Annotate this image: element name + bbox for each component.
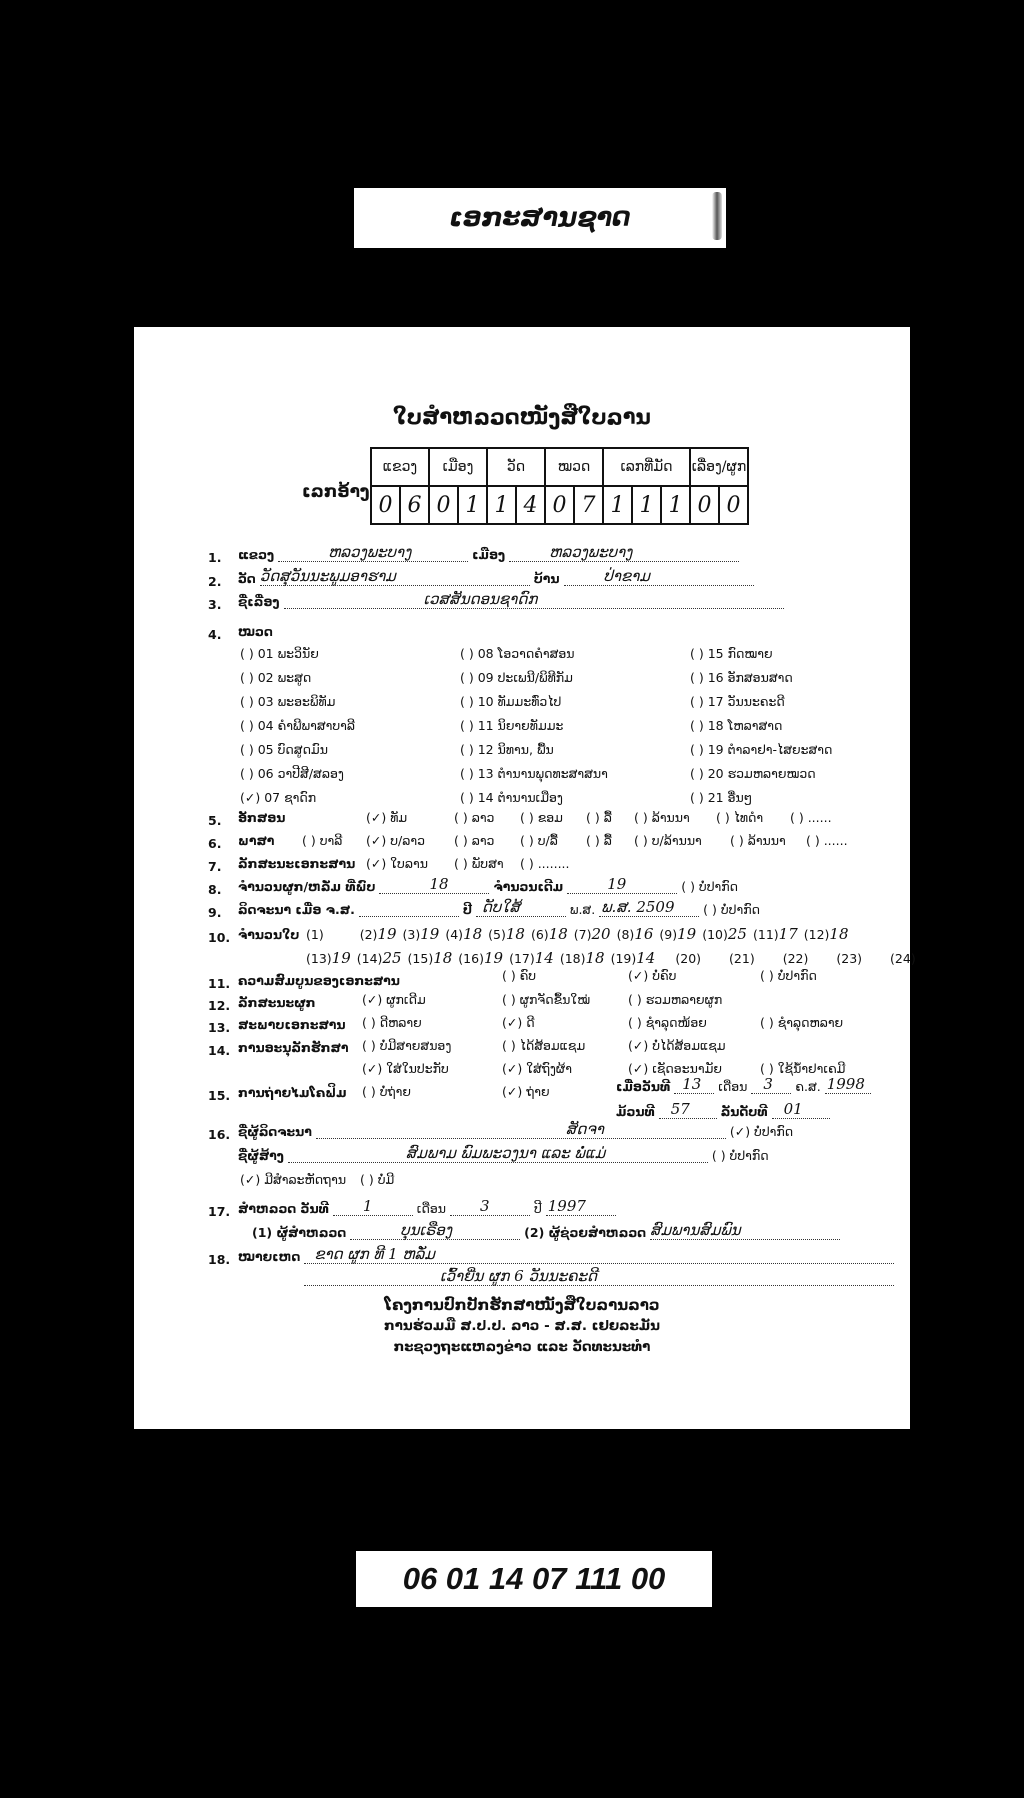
field-scribe: ຊື່ຜູ້ລິດຈະນາ ສັດຈາ (✓) ບໍ່ປາກົດ [238, 1120, 794, 1139]
leaf-count-row-1: (1) (2)19 (3)19 (4)18 (5)18 (6)18 (7)20 (8)16 (9)19 (10)25 (11)17 (12)18 [306, 925, 849, 943]
field-remarks-2 [304, 1267, 894, 1286]
category-option[interactable]: ( ) 01 ພະວິນັຍ [240, 646, 319, 661]
field-number: 4. [208, 627, 222, 642]
code-digit: 6 [400, 486, 429, 524]
field-label: ຈຳນວນໃບ [238, 927, 300, 942]
field-label: ລັກສະນະເອກະສານ [238, 856, 356, 871]
field-survey-date: ສຳຫລວດ ວັນທີ 1 ເດືອນ 3 ປີ 1997 [238, 1201, 616, 1216]
field-label: ຄວາມສົມບູນຂອງເອກະສານ [238, 973, 400, 988]
condition-option[interactable]: ( ) ຊຳລຸດຫລາຍ [760, 1015, 844, 1030]
reel-number: 57 [670, 1100, 690, 1118]
field-label: ໝວດ [238, 624, 273, 639]
conservation-option[interactable]: (✓) ບໍ່ໄດ້ສ້ອມແຊມ [628, 1038, 726, 1053]
fascicle-type-option[interactable]: (✓) ຜູກເດີມ [362, 992, 426, 1007]
form-title: ໃບສຳຫລວດໜັງສືໃບລານ [393, 405, 651, 429]
category-option[interactable]: ( ) 09 ປະເພນີ/ພິທີກັມ [460, 670, 573, 685]
field-number: 18. [208, 1252, 231, 1267]
category-option[interactable]: ( ) 18 ໂຫລາສາດ [690, 718, 783, 733]
category-option[interactable]: ( ) 05 ບົດສູດມົນ [240, 742, 328, 757]
field-label: ບ້ານ [533, 571, 560, 586]
code-digit: 1 [603, 486, 632, 524]
conservation-option[interactable]: ( ) ບໍ່ມີສາຍສນອງ [362, 1038, 452, 1053]
village-value: ປ່າຂາມ [603, 567, 650, 585]
field-number: 13. [208, 1020, 231, 1035]
footer-project: ໂຄງການປົກປັກຮັກສາໜັງສືໃບລານລາວ [384, 1296, 660, 1314]
field-number: 2. [208, 574, 222, 589]
fascicle-original-value: 19 [607, 875, 627, 893]
field-number: 8. [208, 882, 222, 897]
field-label: ເມືອງ [472, 547, 506, 562]
language-option[interactable]: ( ) ລາວ [454, 833, 495, 848]
language-option[interactable]: ( ) ລື້ [586, 833, 612, 848]
survey-month: 3 [479, 1197, 490, 1215]
condition-option[interactable]: (✓) ດີ [502, 1015, 535, 1030]
field-temple [238, 567, 754, 586]
code-digit: 1 [661, 486, 690, 524]
survey-day: 1 [362, 1197, 373, 1215]
code-digit: 7 [574, 486, 603, 524]
leaf-count-row-2: (13)19 (14)25 (15)18 (16)19 (17)14 (18)18 (19)14 (20) (21) (22) (23) (24) [306, 949, 916, 967]
temple-value: ວັດສຸວັນນະພູມອາຮາມ [259, 567, 396, 585]
category-option[interactable]: (✓) 07 ຊາດົກ [240, 790, 317, 805]
completeness-option[interactable]: ( ) ບໍ່ປາກົດ [760, 968, 817, 983]
completeness-option[interactable]: ( ) ຄົບ [502, 968, 537, 983]
code-digit: 1 [632, 486, 661, 524]
fascicle-type-option[interactable]: ( ) ຜູກຈັດຂຶ້ນໃໝ່ [502, 992, 591, 1007]
survey-form-sheet [134, 327, 916, 1429]
category-option[interactable]: ( ) 03 ພະອະພິທັມ [240, 694, 336, 709]
category-option[interactable]: ( ) 11 ນິຍາຍທັມມະ [460, 718, 564, 733]
microfilm-day: 13 [682, 1075, 702, 1093]
banner-title: ເອກະສານຊາດ [449, 203, 631, 233]
reference-label: ເລກອ້າງ [302, 482, 370, 502]
not-shown-option[interactable]: ( ) ບໍ່ປາກົດ [703, 902, 760, 917]
manuscript-code: 06 01 14 07 111 00 [402, 1561, 666, 1596]
code-digit-row [371, 486, 748, 524]
category-option[interactable]: ( ) 14 ຕຳນານເມືອງ [460, 790, 563, 805]
category-option[interactable]: ( ) 15 ກົດໝາຍ [690, 646, 773, 661]
field-number: 16. [208, 1127, 231, 1142]
colophon-option[interactable]: (✓) ມີສຳລະຫັດຖານ [240, 1172, 347, 1187]
language-option[interactable]: ( ) ບ/ລ້ານນາ [634, 833, 702, 848]
field-surveyors: (1) ຜູ້ສຳຫລວດ ບຸນເຣືອງ (2) ຜູ້ຊ່ວຍສຳຫລວດ ສົມພານສົມພົນ [252, 1225, 840, 1240]
title-value: ເວສສັນດອນຊາດົກ [423, 590, 538, 608]
remark-line-2: ເວົ້າຍີ່ນ ຜູກ 6 ວັນນະຄະດີ [440, 1267, 598, 1285]
code-header-row [371, 448, 748, 486]
field-number: 11. [208, 976, 231, 991]
category-option[interactable]: ( ) 21 ອື່ນໆ [690, 790, 753, 805]
code-digit: 0 [719, 486, 748, 524]
be-year-value: ພ.ສ. 2509 [601, 898, 675, 916]
field-number: 7. [208, 859, 222, 874]
field-label: ການອະນຸລັກຮັກສາ [238, 1040, 349, 1055]
field-sponsor: ຊື່ຜູ້ສ້າງ ສົມພາມ ພົມພະວງນາ ແລະ ພໍ່ແມ່ ( ) ບໍ່ປາກົດ [238, 1144, 769, 1163]
manuscript-code-strip [356, 1551, 712, 1607]
material-option[interactable]: ( ) ........ [520, 856, 570, 871]
field-province [238, 543, 739, 562]
category-option[interactable]: ( ) 12 ນິທານ, ພື້ນ [460, 742, 554, 757]
field-label: ແຂວງ [238, 547, 275, 562]
footer-cooperation: ການຮ່ວມມື ສ.ປ.ປ. ລາວ - ສ.ສ. ເຢຍລະມັນ [384, 1318, 660, 1334]
field-number: 9. [208, 905, 222, 920]
form-footer [134, 1295, 910, 1358]
code-header: ແຂວງ [371, 448, 429, 486]
microfilm-reel: ມ້ວນທີ 57 ລັນດັບທີ 01 [616, 1104, 830, 1119]
field-label: ຊື່ເລື່ອງ [238, 594, 280, 609]
code-header: ເລື່ອງ/ຜູກ [690, 448, 748, 486]
code-digit: 0 [545, 486, 574, 524]
material-option[interactable]: (✓) ໃບລານ [366, 856, 428, 871]
microfilm-option[interactable]: ( ) ບໍ່ຖ່າຍ [362, 1084, 411, 1099]
footer-ministry: ກະຊວງຖະແຫລງຂ່າວ ແລະ ວັດທະນະທຳ [393, 1339, 651, 1355]
language-option[interactable]: (✓) ບ/ລາວ [366, 833, 425, 848]
code-digit: 1 [458, 486, 487, 524]
field-number: 3. [208, 597, 222, 612]
field-label: ສະພາບເອກະສານ [238, 1017, 346, 1032]
assistant-value: ສົມພານສົມພົນ [650, 1221, 741, 1239]
field-number: 1. [208, 550, 222, 565]
remark-line-1: ຂາດ ຜູກ ທີ 1 ຫລັ່ມ [314, 1245, 435, 1263]
script-option[interactable]: ( ) ລື້ [586, 810, 612, 825]
conservation-option[interactable]: (✓) ໃສ່ໃນປະກັບ [362, 1061, 449, 1076]
code-digit: 1 [487, 486, 516, 524]
reference-code-table [370, 447, 749, 525]
material-option[interactable]: ( ) ພັບສາ [454, 856, 504, 871]
order-number: 01 [783, 1100, 803, 1118]
language-option[interactable]: ( ) ...... [806, 833, 848, 848]
not-shown-option[interactable]: ( ) ບໍ່ປາກົດ [681, 879, 739, 894]
microfilm-option[interactable]: (✓) ຖ່າຍ [502, 1084, 550, 1099]
script-option[interactable]: (✓) ທັມ [366, 810, 408, 825]
code-digit: 0 [429, 486, 458, 524]
district-value: ຫລວງພະບາງ [549, 543, 633, 561]
fascicle-found-value: 18 [429, 875, 449, 893]
script-option[interactable]: ( ) ...... [790, 810, 832, 825]
field-number: 6. [208, 836, 222, 851]
conservation-option[interactable]: ( ) ໃຊ້ນ້ຳຢາເຄມີ [760, 1061, 846, 1076]
category-option[interactable]: ( ) 08 ໂອວາດຄຳສອນ [460, 646, 575, 661]
field-number: 12. [208, 998, 231, 1013]
field-label: ການຖ່າຍໄມໂຄຟິມ [238, 1085, 347, 1100]
script-option[interactable]: ( ) ລ້ານນາ [634, 810, 690, 825]
field-label: ວັດ [238, 571, 256, 586]
fascicle-type-option[interactable]: ( ) ຮວມຫລາຍຜູກ [628, 992, 723, 1007]
field-number: 17. [208, 1204, 231, 1219]
category-option[interactable]: ( ) 06 ວາປີສີ/ສລອງ [240, 766, 344, 781]
colophon-option[interactable]: ( ) ບໍ່ມີ [360, 1172, 395, 1187]
conservation-option[interactable]: ( ) ໄດ້ສ້ອມແຊມ [502, 1038, 586, 1053]
category-option[interactable]: ( ) 10 ທັມມະທົ່ວໄປ [460, 694, 562, 709]
conservation-option[interactable]: (✓) ເຊັດອະນາມັຍ [628, 1061, 722, 1076]
completeness-option[interactable]: (✓) ບໍ່ຄົບ [628, 968, 677, 983]
code-digit: 0 [690, 486, 719, 524]
condition-option[interactable]: ( ) ຊຳລຸດໜ້ອຍ [628, 1015, 707, 1030]
code-header: ເລກທີ່ມັດ [603, 448, 690, 486]
field-written-date: ລິດຈະນາ ເມື່ອ ຈ.ສ. ປີ ດັບໃສ້ ພ.ສ. ພ.ສ. 2509 ( ) ບໍ່ປາກົດ [238, 898, 760, 917]
microfilm-date: ເມື່ອວັນທີ 13 ເດືອນ 3 ຄ.ສ. 1998 [616, 1079, 871, 1094]
language-option[interactable]: ( ) ລ້ານນາ [730, 833, 786, 848]
category-option[interactable]: ( ) 20 ຮວມຫລາຍໝວດ [690, 766, 816, 781]
surveyor-value: ບຸນເຣືອງ [400, 1221, 453, 1239]
code-digit: 0 [371, 486, 400, 524]
year-name-value: ດັບໃສ້ [481, 898, 521, 916]
field-fascicle-count: ຈຳນວນຜູກ/ຫລັ່ມ ທີ່ພົບ 18 ຈຳນວນເດີມ 19 ( ) ບໍ່ປາກົດ [238, 875, 739, 894]
category-option[interactable]: ( ) 13 ຕຳນານພຸດທະສາສນາ [460, 766, 608, 781]
scribe-value: ສັດຈາ [565, 1120, 604, 1138]
not-shown-option[interactable]: (✓) ບໍ່ປາກົດ [729, 1124, 794, 1139]
category-option[interactable]: ( ) 17 ວັນນະຄະດີ [690, 694, 785, 709]
script-option[interactable]: ( ) ຂອມ [520, 810, 563, 825]
code-header: ວັດ [487, 448, 545, 486]
not-shown-option[interactable]: ( ) ບໍ່ປາກົດ [711, 1148, 769, 1163]
field-title [238, 590, 784, 609]
field-label: ລັກສະນະຜູກ [238, 995, 316, 1010]
field-label: ອັກສອນ [238, 810, 286, 825]
code-header: ໝວດ [545, 448, 603, 486]
field-number: 5. [208, 813, 222, 828]
page-curl [712, 192, 722, 240]
category-option[interactable]: ( ) 19 ຕຳລາຢາ-ໄສຍະສາດ [690, 742, 833, 757]
field-number: 15. [208, 1088, 231, 1103]
conservation-option[interactable]: (✓) ໃສ່ຖົງຜ້າ [502, 1061, 572, 1076]
survey-year: 1997 [547, 1197, 586, 1215]
code-digit: 4 [516, 486, 545, 524]
province-value: ຫລວງພະບາງ [328, 543, 412, 561]
field-label: ພາສາ [238, 833, 275, 848]
language-option[interactable]: ( ) ບ/ລື້ [520, 833, 558, 848]
language-option[interactable]: ( ) ບາລີ [302, 833, 343, 848]
category-option[interactable]: ( ) 16 ອັກສອນສາດ [690, 670, 793, 685]
category-option[interactable]: ( ) 04 ຄຳພີພາສາບາລີ [240, 718, 356, 733]
category-option[interactable]: ( ) 02 ພະສູດ [240, 670, 312, 685]
field-remarks: ໝາຍເຫດ ຂາດ ຜູກ ທີ 1 ຫລັ່ມ [238, 1249, 894, 1264]
code-header: ເມືອງ [429, 448, 487, 486]
microfilm-month: 3 [763, 1075, 773, 1093]
sponsor-value: ສົມພາມ ພົມພະວງນາ ແລະ ພໍ່ແມ່ [405, 1144, 606, 1162]
script-option[interactable]: ( ) ໄທດຳ [716, 810, 764, 825]
script-option[interactable]: ( ) ລາວ [454, 810, 495, 825]
field-number: 14. [208, 1043, 231, 1058]
field-number: 10. [208, 930, 231, 945]
condition-option[interactable]: ( ) ດີຫລາຍ [362, 1015, 422, 1030]
document-banner [354, 188, 726, 248]
microfilm-year: 1998 [826, 1075, 865, 1093]
